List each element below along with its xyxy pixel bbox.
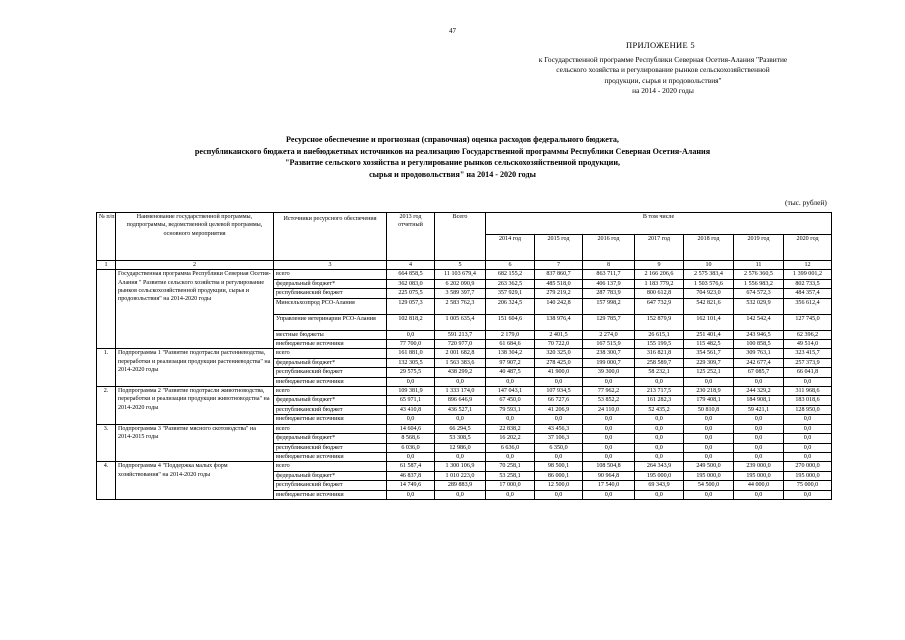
amount-cell: 243 946,5 bbox=[734, 330, 784, 339]
amount-cell: 0,0 bbox=[435, 490, 486, 499]
amount-cell: 720 977,0 bbox=[435, 340, 486, 349]
amount-cell: 279 219,2 bbox=[535, 289, 583, 298]
amount-cell: 2 401,5 bbox=[535, 330, 583, 339]
funding-source: федеральный бюджет* bbox=[274, 471, 387, 480]
amount-cell: 357 929,1 bbox=[486, 289, 535, 298]
amount-cell: 66 041,8 bbox=[784, 368, 832, 377]
amount-cell: 2 179,0 bbox=[486, 330, 535, 339]
amount-cell: 107 934,5 bbox=[535, 387, 583, 396]
amount-cell: 77 700,0 bbox=[387, 340, 435, 349]
funding-source: внебюджетные источники bbox=[274, 452, 387, 461]
funding-source: федеральный бюджет* bbox=[274, 358, 387, 367]
amount-cell: 59 421,1 bbox=[734, 405, 784, 414]
amount-cell: 75 000,0 bbox=[784, 481, 832, 490]
amount-cell: 22 838,2 bbox=[486, 424, 535, 433]
amount-cell: 289 883,9 bbox=[435, 481, 486, 490]
amount-cell: 647 732,9 bbox=[635, 298, 684, 314]
amount-cell: 161 282,3 bbox=[635, 396, 684, 405]
amount-cell: 485 518,0 bbox=[535, 279, 583, 288]
amount-cell: 17 000,0 bbox=[486, 481, 535, 490]
funding-source: Управление ветеринарии РСО-Алания bbox=[274, 314, 387, 330]
funding-source: федеральный бюджет* bbox=[274, 396, 387, 405]
amount-cell: 0,0 bbox=[635, 434, 684, 443]
amount-cell: 0,0 bbox=[486, 415, 535, 424]
amount-cell: 2 575 383,4 bbox=[684, 270, 734, 279]
amount-cell: 0,0 bbox=[535, 377, 583, 386]
amount-cell: 0,0 bbox=[583, 490, 635, 499]
amount-cell: 230 218,9 bbox=[684, 387, 734, 396]
row-number: 1. bbox=[97, 349, 116, 387]
amount-cell: 674 572,3 bbox=[734, 289, 784, 298]
amount-cell: 162 101,4 bbox=[684, 314, 734, 330]
amount-cell: 0,0 bbox=[387, 330, 435, 339]
amount-cell: 2 576 360,5 bbox=[734, 270, 784, 279]
program-name: Подпрограмма 2 "Развитие подотрасли животноводства, переработки и реализации продукции животноводства" на 2014-2020 годы bbox=[116, 387, 274, 425]
amount-cell: 0,0 bbox=[684, 424, 734, 433]
amount-cell: 0,0 bbox=[684, 415, 734, 424]
table-row bbox=[97, 424, 832, 433]
amount-cell: 362 083,0 bbox=[387, 279, 435, 288]
amount-cell: 11 103 679,4 bbox=[435, 270, 486, 279]
amount-cell: 1 563 383,6 bbox=[435, 358, 486, 367]
amount-cell: 0,0 bbox=[583, 452, 635, 461]
amount-cell: 1 333 174,0 bbox=[435, 387, 486, 396]
amount-cell: 0,0 bbox=[635, 377, 684, 386]
amount-cell: 53 258,1 bbox=[486, 471, 535, 480]
amount-cell: 12 500,0 bbox=[535, 481, 583, 490]
amount-cell: 837 860,7 bbox=[535, 270, 583, 279]
header-year: 2018 год bbox=[684, 235, 734, 261]
amount-cell: 311 968,6 bbox=[784, 387, 832, 396]
amount-cell: 52 435,2 bbox=[635, 405, 684, 414]
amount-cell: 155 199,5 bbox=[635, 340, 684, 349]
amount-cell: 138 304,2 bbox=[486, 349, 535, 358]
col-number: 4 bbox=[387, 261, 435, 270]
amount-cell: 1 010 223,0 bbox=[435, 471, 486, 480]
amount-cell: 152 879,9 bbox=[635, 314, 684, 330]
amount-cell: 53 308,5 bbox=[435, 434, 486, 443]
table-row bbox=[97, 270, 832, 279]
annex-line: на 2014 - 2020 годы bbox=[632, 86, 694, 96]
amount-cell: 0,0 bbox=[734, 415, 784, 424]
program-name: Подпрограмма 4 "Поддержка малых форм хозяйствования" на 2014-2020 годы bbox=[116, 462, 274, 500]
amount-cell: 161 881,0 bbox=[387, 349, 435, 358]
amount-cell: 0,0 bbox=[535, 452, 583, 461]
title-line: сырья и продовольствия" на 2014 - 2020 годы bbox=[369, 169, 536, 179]
amount-cell: 0,0 bbox=[784, 434, 832, 443]
amount-cell: 90 964,8 bbox=[583, 471, 635, 480]
table-row bbox=[97, 387, 832, 396]
amount-cell: 129 785,7 bbox=[583, 314, 635, 330]
amount-cell: 225 075,5 bbox=[387, 289, 435, 298]
program-name: Государственная программа Республики Северная Осетия-Алания " Развитие сельского хозяйства и регулирование рынков сельскохозяйственной продукции, сырья и продовольствия" на 2014-2020 годы bbox=[116, 270, 274, 349]
col-number: 8 bbox=[583, 261, 635, 270]
amount-cell: 157 998,2 bbox=[583, 298, 635, 314]
amount-cell: 41 206,9 bbox=[535, 405, 583, 414]
amount-cell: 195 000,0 bbox=[635, 471, 684, 480]
amount-cell: 2 274,0 bbox=[583, 330, 635, 339]
amount-cell: 142 542,4 bbox=[734, 314, 784, 330]
annex-subtitle bbox=[478, 55, 848, 97]
amount-cell: 0,0 bbox=[435, 452, 486, 461]
amount-cell: 108 504,8 bbox=[583, 462, 635, 471]
amount-cell: 800 612,8 bbox=[635, 289, 684, 298]
amount-cell: 0,0 bbox=[784, 452, 832, 461]
amount-cell: 0,0 bbox=[535, 415, 583, 424]
funding-source: всего bbox=[274, 270, 387, 279]
amount-cell: 102 818,2 bbox=[387, 314, 435, 330]
col-number: 9 bbox=[635, 261, 684, 270]
amount-cell: 6 350,0 bbox=[535, 443, 583, 452]
amount-cell: 704 923,0 bbox=[684, 289, 734, 298]
amount-cell: 0,0 bbox=[387, 490, 435, 499]
funding-source: республиканский бюджет bbox=[274, 405, 387, 414]
amount-cell: 97 907,2 bbox=[486, 358, 535, 367]
amount-cell: 44 000,0 bbox=[734, 481, 784, 490]
col-number: 11 bbox=[734, 261, 784, 270]
amount-cell: 0,0 bbox=[583, 434, 635, 443]
header-year: 2017 год bbox=[635, 235, 684, 261]
row-number: 3. bbox=[97, 424, 116, 462]
amount-cell: 66 727,6 bbox=[535, 396, 583, 405]
amount-cell: 0,0 bbox=[784, 443, 832, 452]
amount-cell: 309 763,1 bbox=[734, 349, 784, 358]
annex-title: ПРИЛОЖЕНИЕ 5 bbox=[626, 40, 695, 50]
amount-cell: 24 110,0 bbox=[583, 405, 635, 414]
amount-cell: 6 636,0 bbox=[486, 443, 535, 452]
col-number: 6 bbox=[486, 261, 535, 270]
document-title bbox=[0, 134, 905, 180]
amount-cell: 0,0 bbox=[486, 490, 535, 499]
amount-cell: 0,0 bbox=[784, 490, 832, 499]
amount-cell: 79 593,1 bbox=[486, 405, 535, 414]
amount-cell: 532 029,9 bbox=[734, 298, 784, 314]
funding-source: внебюджетные источники bbox=[274, 490, 387, 499]
amount-cell: 0,0 bbox=[635, 443, 684, 452]
amount-cell: 896 646,9 bbox=[435, 396, 486, 405]
amount-cell: 53 852,2 bbox=[583, 396, 635, 405]
amount-cell: 1 183 779,2 bbox=[635, 279, 684, 288]
amount-cell: 270 000,0 bbox=[784, 462, 832, 471]
amount-cell: 0,0 bbox=[734, 424, 784, 433]
amount-cell: 2 166 206,6 bbox=[635, 270, 684, 279]
amount-cell: 54 500,0 bbox=[684, 481, 734, 490]
amount-cell: 14 749,6 bbox=[387, 481, 435, 490]
amount-cell: 0,0 bbox=[635, 452, 684, 461]
amount-cell: 58 232,1 bbox=[635, 368, 684, 377]
amount-cell: 242 677,4 bbox=[734, 358, 784, 367]
annex-line: продукции, сырья и продовольствия" bbox=[604, 75, 722, 85]
amount-cell: 436 527,1 bbox=[435, 405, 486, 414]
amount-cell: 43 456,3 bbox=[535, 424, 583, 433]
amount-cell: 263 362,5 bbox=[486, 279, 535, 288]
amount-cell: 0,0 bbox=[387, 415, 435, 424]
amount-cell: 86 000,1 bbox=[535, 471, 583, 480]
amount-cell: 43 410,8 bbox=[387, 405, 435, 414]
amount-cell: 0,0 bbox=[684, 443, 734, 452]
amount-cell: 0,0 bbox=[535, 490, 583, 499]
amount-cell: 0,0 bbox=[486, 377, 535, 386]
amount-cell: 147 043,1 bbox=[486, 387, 535, 396]
amount-cell: 2 001 682,8 bbox=[435, 349, 486, 358]
amount-cell: 100 858,5 bbox=[734, 340, 784, 349]
amount-cell: 138 976,4 bbox=[535, 314, 583, 330]
amount-cell: 129 057,3 bbox=[387, 298, 435, 314]
title-line: Ресурсное обеспечение и прогнозная (справочная) оценка расходов федерального бюджета, bbox=[286, 135, 619, 144]
funding-source: всего bbox=[274, 424, 387, 433]
amount-cell: 682 155,2 bbox=[486, 270, 535, 279]
amount-cell: 17 540,0 bbox=[583, 481, 635, 490]
amount-cell: 238 300,7 bbox=[583, 349, 635, 358]
amount-cell: 26 615,1 bbox=[635, 330, 684, 339]
amount-cell: 125 252,1 bbox=[684, 368, 734, 377]
row-number: 2. bbox=[97, 387, 116, 425]
col-number: 5 bbox=[435, 261, 486, 270]
amount-cell: 287 783,9 bbox=[583, 289, 635, 298]
amount-cell: 195 000,0 bbox=[684, 471, 734, 480]
amount-cell: 66 294,5 bbox=[435, 424, 486, 433]
col-number: 3 bbox=[274, 261, 387, 270]
amount-cell: 12 986,0 bbox=[435, 443, 486, 452]
amount-cell: 151 604,6 bbox=[486, 314, 535, 330]
title-line: "Развитие сельского хозяйства и регулирование рынков сельскохозяйственной продукции, bbox=[284, 158, 621, 168]
amount-cell: 67 450,0 bbox=[486, 396, 535, 405]
amount-cell: 6 036,0 bbox=[387, 443, 435, 452]
amount-cell: 213 717,5 bbox=[635, 387, 684, 396]
header-year: 2015 год bbox=[535, 235, 583, 261]
col-number: 10 bbox=[684, 261, 734, 270]
header-2013: 2013 год отчетный bbox=[387, 213, 435, 261]
amount-cell: 323 415,7 bbox=[784, 349, 832, 358]
header-year: 2019 год bbox=[734, 235, 784, 261]
funding-source: федеральный бюджет* bbox=[274, 279, 387, 288]
amount-cell: 195 000,0 bbox=[784, 471, 832, 480]
amount-cell: 109 381,9 bbox=[387, 387, 435, 396]
amount-cell: 70 258,1 bbox=[486, 462, 535, 471]
amount-cell: 0,0 bbox=[583, 377, 635, 386]
amount-cell: 0,0 bbox=[784, 415, 832, 424]
page-number: 47 bbox=[449, 27, 456, 35]
amount-cell: 0,0 bbox=[635, 424, 684, 433]
funding-source: республиканский бюджет bbox=[274, 289, 387, 298]
amount-cell: 65 971,1 bbox=[387, 396, 435, 405]
resource-table bbox=[96, 212, 832, 500]
amount-cell: 316 821,8 bbox=[635, 349, 684, 358]
amount-cell: 320 325,0 bbox=[535, 349, 583, 358]
col-number: 1 bbox=[97, 261, 116, 270]
header-year: 2014 год bbox=[486, 235, 535, 261]
header-name: Наименование государственной программы, подпрограммы, ведомственной целевой программы, основного мероприятия bbox=[116, 213, 274, 261]
amount-cell: 0,0 bbox=[387, 377, 435, 386]
amount-cell: 140 242,8 bbox=[535, 298, 583, 314]
amount-cell: 258 589,7 bbox=[635, 358, 684, 367]
amount-cell: 132 305,5 bbox=[387, 358, 435, 367]
col-number: 12 bbox=[784, 261, 832, 270]
header-num: № п/п bbox=[97, 213, 116, 261]
amount-cell: 257 373,9 bbox=[784, 358, 832, 367]
amount-cell: 0,0 bbox=[486, 452, 535, 461]
amount-cell: 406 137,9 bbox=[583, 279, 635, 288]
amount-cell: 14 604,6 bbox=[387, 424, 435, 433]
amount-cell: 0,0 bbox=[684, 377, 734, 386]
amount-cell: 98 500,1 bbox=[535, 462, 583, 471]
amount-cell: 0,0 bbox=[583, 415, 635, 424]
amount-cell: 199 000,7 bbox=[583, 358, 635, 367]
amount-cell: 29 575,5 bbox=[387, 368, 435, 377]
amount-cell: 249 500,0 bbox=[684, 462, 734, 471]
amount-cell: 40 487,5 bbox=[486, 368, 535, 377]
amount-cell: 0,0 bbox=[387, 452, 435, 461]
amount-cell: 0,0 bbox=[734, 434, 784, 443]
amount-cell: 77 962,2 bbox=[583, 387, 635, 396]
amount-cell: 67 085,7 bbox=[734, 368, 784, 377]
amount-cell: 278 425,0 bbox=[535, 358, 583, 367]
units-label: (тыс. рублей) bbox=[785, 198, 827, 207]
amount-cell: 37 106,3 bbox=[535, 434, 583, 443]
amount-cell: 127 745,0 bbox=[784, 314, 832, 330]
amount-cell: 0,0 bbox=[784, 377, 832, 386]
row-number: 4. bbox=[97, 462, 116, 500]
amount-cell: 229 309,7 bbox=[684, 358, 734, 367]
amount-cell: 0,0 bbox=[435, 415, 486, 424]
annex-line: к Государственной программе Республики Северная Осетия-Алания "Развитие bbox=[538, 55, 788, 64]
amount-cell: 863 711,7 bbox=[583, 270, 635, 279]
table-row bbox=[97, 462, 832, 471]
amount-cell: 438 299,2 bbox=[435, 368, 486, 377]
amount-cell: 0,0 bbox=[684, 490, 734, 499]
amount-cell: 70 722,0 bbox=[535, 340, 583, 349]
amount-cell: 8 568,6 bbox=[387, 434, 435, 443]
program-name: Подпрограмма 3 "Развитие мясного скотоводства" на 2014-2015 годы bbox=[116, 424, 274, 462]
annex-line: сельского хозяйства и регулирование рынков сельскохозяйственной bbox=[556, 65, 770, 75]
col-number: 2 bbox=[116, 261, 274, 270]
amount-cell: 0,0 bbox=[784, 424, 832, 433]
amount-cell: 0,0 bbox=[583, 443, 635, 452]
amount-cell: 591 213,7 bbox=[435, 330, 486, 339]
amount-cell: 167 515,9 bbox=[583, 340, 635, 349]
amount-cell: 0,0 bbox=[583, 424, 635, 433]
amount-cell: 6 202 090,9 bbox=[435, 279, 486, 288]
amount-cell: 244 329,2 bbox=[734, 387, 784, 396]
table-row bbox=[97, 349, 832, 358]
amount-cell: 354 561,7 bbox=[684, 349, 734, 358]
amount-cell: 39 300,0 bbox=[583, 368, 635, 377]
col-number: 7 bbox=[535, 261, 583, 270]
amount-cell: 50 810,8 bbox=[684, 405, 734, 414]
amount-cell: 0,0 bbox=[734, 490, 784, 499]
amount-cell: 183 018,6 bbox=[784, 396, 832, 405]
amount-cell: 46 837,8 bbox=[387, 471, 435, 480]
amount-cell: 62 396,2 bbox=[784, 330, 832, 339]
funding-source: республиканский бюджет bbox=[274, 481, 387, 490]
amount-cell: 41 900,0 bbox=[535, 368, 583, 377]
amount-cell: 1 399 001,2 bbox=[784, 270, 832, 279]
amount-cell: 195 000,0 bbox=[734, 471, 784, 480]
funding-source: всего bbox=[274, 349, 387, 358]
amount-cell: 484 357,4 bbox=[784, 289, 832, 298]
funding-source: федеральный бюджет* bbox=[274, 434, 387, 443]
amount-cell: 115 482,5 bbox=[684, 340, 734, 349]
amount-cell: 1 300 106,9 bbox=[435, 462, 486, 471]
amount-cell: 251 401,4 bbox=[684, 330, 734, 339]
amount-cell: 2 583 762,3 bbox=[435, 298, 486, 314]
amount-cell: 239 000,0 bbox=[734, 462, 784, 471]
row-number bbox=[97, 270, 116, 349]
funding-source: внебюджетные источники bbox=[274, 340, 387, 349]
amount-cell: 264 343,9 bbox=[635, 462, 684, 471]
header-year: 2020 год bbox=[784, 235, 832, 261]
amount-cell: 128 950,0 bbox=[784, 405, 832, 414]
amount-cell: 356 612,4 bbox=[784, 298, 832, 314]
amount-cell: 184 908,1 bbox=[734, 396, 784, 405]
funding-source: всего bbox=[274, 462, 387, 471]
funding-source: Минсельхозпрод РСО-Алания bbox=[274, 298, 387, 314]
amount-cell: 0,0 bbox=[435, 377, 486, 386]
funding-source: внебюджетные источники bbox=[274, 377, 387, 386]
amount-cell: 206 324,5 bbox=[486, 298, 535, 314]
amount-cell: 61 684,6 bbox=[486, 340, 535, 349]
amount-cell: 0,0 bbox=[684, 452, 734, 461]
title-line: республиканского бюджета и внебюджетных источников на реализацию Государственной программы Республики Северная Осетия-Алания bbox=[194, 146, 711, 156]
amount-cell: 1 005 635,4 bbox=[435, 314, 486, 330]
amount-cell: 16 202,2 bbox=[486, 434, 535, 443]
funding-source: всего bbox=[274, 387, 387, 396]
header-source: Источники ресурсного обеспечения bbox=[274, 213, 387, 261]
funding-source: республиканский бюджет bbox=[274, 443, 387, 452]
amount-cell: 3 589 397,7 bbox=[435, 289, 486, 298]
amount-cell: 1 503 576,6 bbox=[684, 279, 734, 288]
amount-cell: 179 408,1 bbox=[684, 396, 734, 405]
funding-source: республиканский бюджет bbox=[274, 368, 387, 377]
amount-cell: 542 821,6 bbox=[684, 298, 734, 314]
amount-cell: 49 514,0 bbox=[784, 340, 832, 349]
amount-cell: 1 556 983,2 bbox=[734, 279, 784, 288]
header-year: 2016 год bbox=[583, 235, 635, 261]
amount-cell: 664 858,5 bbox=[387, 270, 435, 279]
amount-cell: 0,0 bbox=[734, 452, 784, 461]
funding-source: внебюджетные источники bbox=[274, 415, 387, 424]
funding-source: местные бюджеты bbox=[274, 330, 387, 339]
amount-cell: 0,0 bbox=[635, 415, 684, 424]
amount-cell: 61 587,4 bbox=[387, 462, 435, 471]
amount-cell: 0,0 bbox=[635, 490, 684, 499]
program-name: Подпрограмма 1 "Развитие подотрасли растениеводства, переработки и реализации продукции растениеводства" на 2014-2020 годы bbox=[116, 349, 274, 387]
amount-cell: 0,0 bbox=[684, 434, 734, 443]
amount-cell: 0,0 bbox=[734, 377, 784, 386]
amount-cell: 0,0 bbox=[734, 443, 784, 452]
header-total: Всего bbox=[435, 213, 486, 261]
amount-cell: 802 733,5 bbox=[784, 279, 832, 288]
header-including: В том числе bbox=[486, 213, 832, 235]
amount-cell: 69 343,9 bbox=[635, 481, 684, 490]
